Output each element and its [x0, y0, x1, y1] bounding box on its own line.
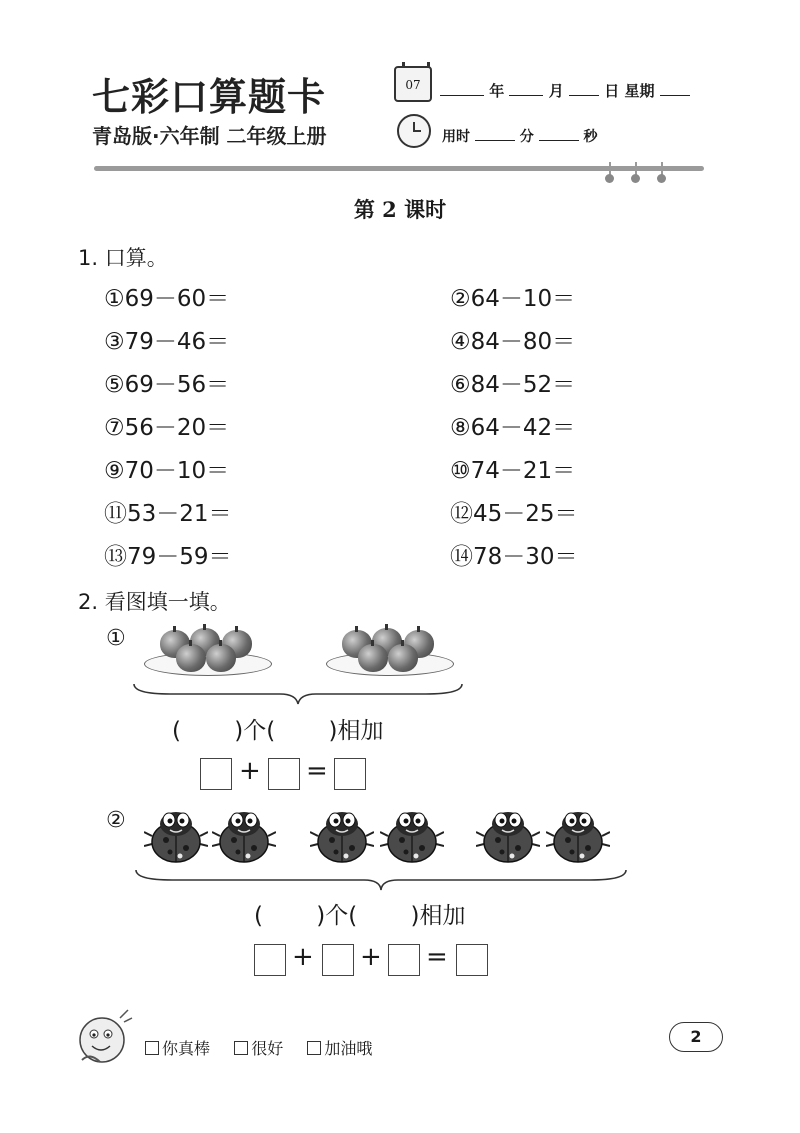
apple-icon — [388, 644, 418, 672]
edition-label: 青岛版·六年制 二年级上册 — [92, 124, 327, 148]
answer-box[interactable] — [254, 944, 286, 976]
plus-sign: + — [360, 942, 382, 972]
rating-option-great[interactable] — [145, 1039, 210, 1058]
checkbox[interactable] — [307, 1041, 321, 1055]
ladybug-icon — [144, 806, 208, 864]
ladybug-icon — [546, 806, 610, 864]
second-label: 秒 — [583, 129, 598, 145]
month-label: 月 — [548, 82, 564, 100]
checkbox[interactable] — [145, 1041, 159, 1055]
time-line — [442, 126, 598, 146]
answer-box[interactable] — [200, 758, 232, 790]
clock-icon — [397, 114, 431, 148]
plus-sign: + — [239, 756, 261, 786]
q1-title: 1. 口算。 — [78, 246, 168, 270]
ladybug-icon — [476, 806, 540, 864]
ladybug-icon — [380, 806, 444, 864]
ladybug-icon — [310, 806, 374, 864]
day-label: 日 — [604, 82, 620, 100]
problem-8: ⑧64－42＝ — [450, 415, 576, 441]
rating-option-keep-trying[interactable] — [307, 1039, 372, 1058]
brace-2 — [132, 866, 630, 892]
time-used-label: 用时 — [442, 129, 470, 145]
calendar-icon — [394, 66, 432, 102]
problem-11: ⑪53－21＝ — [104, 501, 232, 527]
part2-fill-text: ( )个( )相加 — [254, 903, 466, 929]
equals-sign: = — [426, 942, 448, 972]
problem-2: ②64－10＝ — [450, 286, 576, 312]
answer-box[interactable] — [388, 944, 420, 976]
problem-5: ⑤69－56＝ — [104, 372, 230, 398]
lesson-title: 第 2 课时 — [353, 197, 447, 222]
problem-6: ⑥84－52＝ — [450, 372, 576, 398]
divider-dot — [605, 174, 614, 183]
rating-options — [145, 1036, 372, 1059]
brand-title: 七彩口算题卡 — [92, 74, 327, 119]
problem-12: ⑫45－25＝ — [450, 501, 578, 527]
rating-label: 加油哦 — [324, 1039, 373, 1058]
problem-10: ⑩74－21＝ — [450, 458, 576, 484]
part1-marker: ① — [106, 626, 126, 651]
apple-icon — [206, 644, 236, 672]
rating-label: 很好 — [251, 1039, 284, 1058]
problem-4: ④84－80＝ — [450, 329, 576, 355]
q2-title: 2. 看图填一填。 — [78, 590, 231, 614]
part1-fill-text: ( )个( )相加 — [172, 718, 384, 744]
answer-box[interactable] — [322, 944, 354, 976]
problem-14: ⑭78－30＝ — [450, 544, 578, 570]
plus-sign: + — [292, 942, 314, 972]
answer-box[interactable] — [268, 758, 300, 790]
equals-sign: = — [306, 756, 328, 786]
page-number: 2 — [669, 1022, 723, 1052]
divider-dot — [631, 174, 640, 183]
apple-icon — [358, 644, 388, 672]
problem-9: ⑨70－10＝ — [104, 458, 230, 484]
header-divider — [94, 166, 704, 171]
divider-dot — [657, 174, 666, 183]
year-label: 年 — [489, 82, 505, 100]
brace-1 — [130, 680, 466, 706]
rating-label: 你真棒 — [162, 1039, 211, 1058]
problem-13: ⑬79－59＝ — [104, 544, 232, 570]
weekday-label: 星期 — [624, 82, 655, 100]
mascot-icon — [72, 1006, 136, 1070]
problem-1: ①69－60＝ — [104, 286, 230, 312]
checkbox[interactable] — [234, 1041, 248, 1055]
rating-option-good[interactable] — [234, 1039, 283, 1058]
calendar-number: 07 — [405, 78, 421, 92]
minute-label: 分 — [519, 129, 534, 145]
answer-box[interactable] — [456, 944, 488, 976]
problem-7: ⑦56－20＝ — [104, 415, 230, 441]
ladybug-icon — [212, 806, 276, 864]
date-line — [440, 80, 690, 101]
apple-icon — [176, 644, 206, 672]
answer-box[interactable] — [334, 758, 366, 790]
part2-marker: ② — [106, 808, 126, 833]
problem-3: ③79－46＝ — [104, 329, 230, 355]
